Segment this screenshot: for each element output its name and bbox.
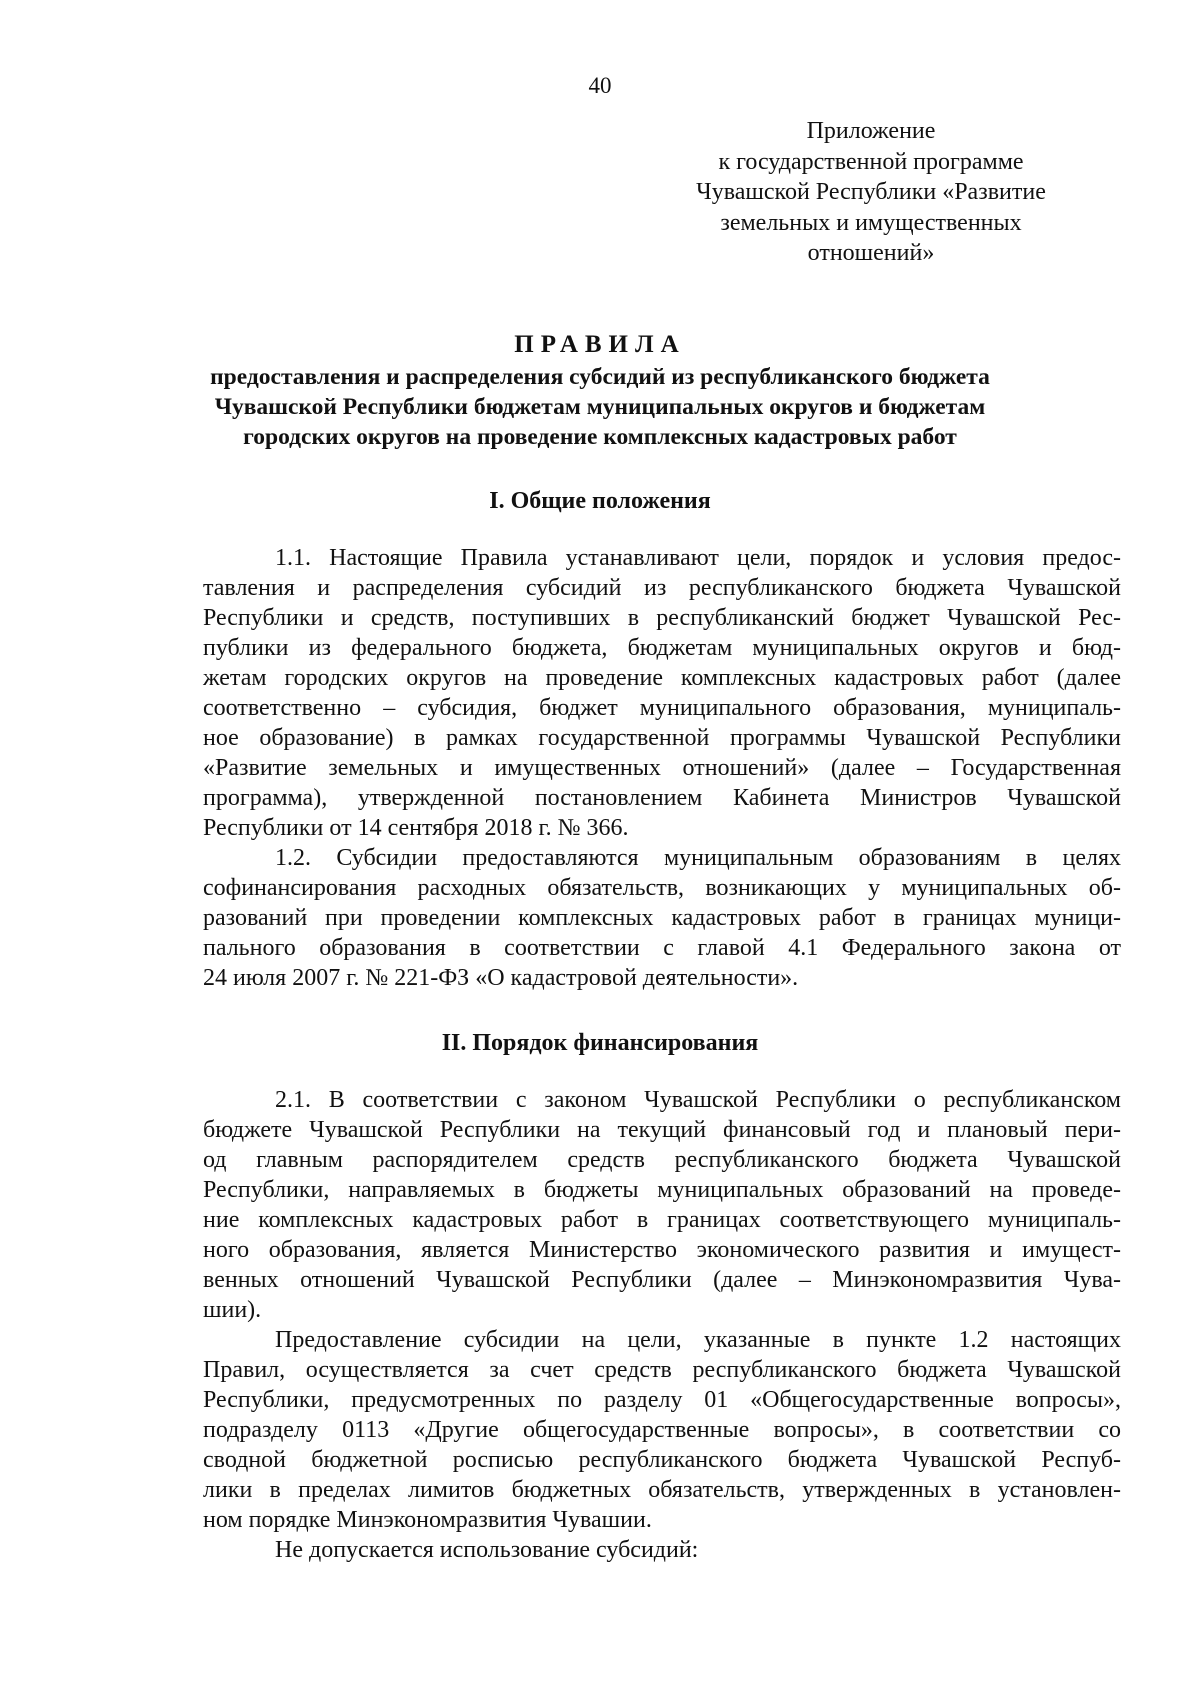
text-line: софинансирования расходных обязательств, возникающих у муниципальных об- <box>203 875 1121 901</box>
text-line: публики из федерального бюджета, бюджетам муниципальных округов и бюд- <box>203 635 1121 661</box>
text-line: жетам городских округов на проведение комплексных кадастровых работ (далее <box>203 665 1121 691</box>
appendix-line: отношений» <box>807 240 935 266</box>
title-subtitle-line: Чувашской Республики бюджетам муниципальных округов и бюджетам <box>214 394 986 420</box>
text-line: 1.2. Субсидии предоставляются муниципальным образованиям в целях <box>275 845 1121 871</box>
text-line: ние комплексных кадастровых работ в границах соответствующего муниципаль- <box>203 1207 1121 1233</box>
title-subtitle-line: городских округов на проведение комплексных кадастровых работ <box>243 424 957 450</box>
appendix-line: земельных и имущественных <box>720 209 1022 236</box>
appendix-line: Приложение <box>806 118 936 144</box>
title-main: ПРАВИЛА <box>514 331 686 358</box>
text-line: пального образования в соответствии с главой 4.1 Федерального закона от <box>203 935 1121 961</box>
appendix-note <box>678 116 1064 269</box>
appendix-line: к государственной программе <box>718 148 1024 175</box>
paragraph-1-2 <box>203 843 1121 993</box>
text-line: венных отношений Чувашской Республики (далее – Минэкономразвития Чува- <box>203 1267 1121 1293</box>
text-line: подразделу 0113 «Другие общегосударственные вопросы», в соответствии со <box>203 1417 1121 1443</box>
paragraph-1-1 <box>203 543 1121 843</box>
text-line: ного образования, является Министерство экономического развития и имущест- <box>203 1237 1121 1263</box>
text-line: Предоставление субсидии на цели, указанные в пункте 1.2 настоящих <box>275 1327 1121 1353</box>
text-line: ное образование) в рамках государственной программы Чувашской Республики <box>203 725 1121 751</box>
title-subtitle-line: предоставления и распределения субсидий из республиканского бюджета <box>210 364 990 390</box>
text-line: Республики и средств, поступивших в республиканский бюджет Чувашской Рес- <box>203 605 1121 631</box>
text-line: тавления и распределения субсидий из республиканского бюджета Чувашской <box>203 575 1121 601</box>
text-line: 1.1. Настоящие Правила устанавливают цели, порядок и условия предос- <box>275 545 1121 571</box>
paragraph-2-1 <box>203 1085 1121 1325</box>
text-line: Правил, осуществляется за счет средств республиканского бюджета Чувашской <box>203 1357 1121 1383</box>
text-line: лики в пределах лимитов бюджетных обязательств, утвержденных в установлен- <box>203 1477 1121 1503</box>
text-line: 2.1. В соответствии с законом Чувашской Республики о республиканском <box>275 1087 1121 1113</box>
text-line: соответственно – субсидия, бюджет муниципального образования, муниципаль- <box>203 695 1121 721</box>
text-line: ном порядке Минэкономразвития Чувашии. <box>203 1507 652 1533</box>
text-line: Республики, направляемых в бюджеты муниципальных образований на проведе- <box>203 1177 1121 1203</box>
title-subtitle <box>150 362 1050 452</box>
section-heading-financing: II. Порядок финансирования <box>441 1030 759 1056</box>
text-line: программа), утвержденной постановлением Кабинета Министров Чувашской <box>203 785 1121 811</box>
text-line: Республики от 14 сентября 2018 г. № 366. <box>203 815 629 841</box>
text-line: бюджете Чувашской Республики на текущий финансовый год и плановый пери- <box>203 1117 1121 1143</box>
text-line: 24 июля 2007 г. № 221-ФЗ «О кадастровой деятельности». <box>203 965 799 991</box>
paragraph-2-1-restriction <box>203 1535 1121 1565</box>
page-number: 40 <box>588 73 612 98</box>
section-heading-general: I. Общие положения <box>489 488 711 514</box>
text-line: шии). <box>203 1297 262 1323</box>
text-line: од главным распорядителем средств республиканского бюджета Чувашской <box>203 1147 1121 1173</box>
text-line: Республики, предусмотренных по разделу 01 «Общегосударственные вопросы», <box>203 1387 1121 1413</box>
text-line: Не допускается использование субсидий: <box>275 1537 699 1563</box>
text-line: «Развитие земельных и имущественных отношений» (далее – Государственная <box>203 755 1121 781</box>
text-line: разований при проведении комплексных кадастровых работ в границах муници- <box>203 905 1121 931</box>
text-line: сводной бюджетной росписью республиканского бюджета Чувашской Респуб- <box>203 1447 1121 1473</box>
appendix-line: Чувашской Республики «Развитие <box>696 179 1046 205</box>
document-title <box>150 328 1050 452</box>
paragraph-2-1-funding <box>203 1325 1121 1535</box>
